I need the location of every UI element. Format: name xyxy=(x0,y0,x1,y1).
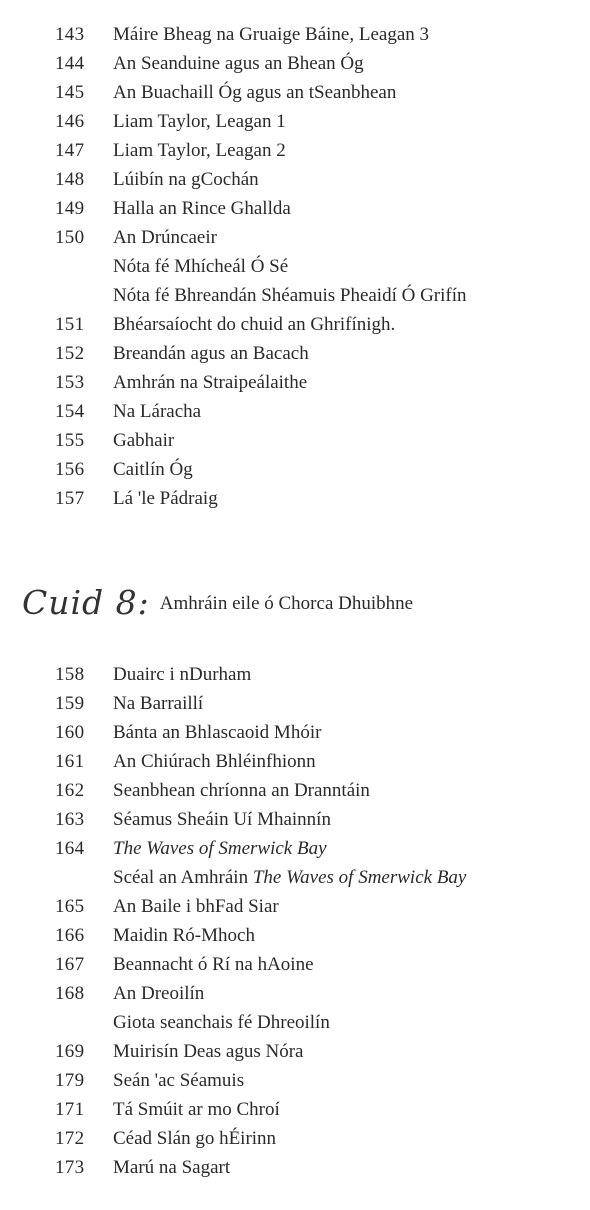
entry-title: Nóta fé Mhícheál Ó Sé xyxy=(113,256,289,277)
entry-title: Bánta an Bhlascaoid Mhóir xyxy=(113,722,322,743)
entry-title: Céad Slán go hÉirinn xyxy=(113,1128,277,1149)
entry-title: Amhrán na Straipeálaithe xyxy=(113,372,308,393)
entry-number: 145 xyxy=(55,82,85,103)
entry-number: 155 xyxy=(55,430,85,451)
section-subtitle: Amhráin eile ó Chorca Dhuibhne xyxy=(159,593,414,614)
entry-title: Lúibín na gCochán xyxy=(113,169,259,190)
entry-number: 158 xyxy=(55,664,85,685)
entry-number: 157 xyxy=(55,488,85,509)
entry-number: 164 xyxy=(55,838,85,859)
entry-number: 154 xyxy=(55,401,85,422)
entry-title: Liam Taylor, Leagan 2 xyxy=(113,140,286,161)
entry-number: 151 xyxy=(55,314,85,335)
entry-number: 143 xyxy=(55,24,85,45)
entry-title: An Seanduine agus an Bhean Óg xyxy=(113,53,364,74)
entry-title: Breandán agus an Bacach xyxy=(113,343,309,364)
entry-number: 149 xyxy=(55,198,85,219)
entry-title: Caitlín Óg xyxy=(113,459,193,480)
entry-number: 167 xyxy=(55,954,85,975)
entry-title: Marú na Sagart xyxy=(113,1157,231,1178)
entry-number: 160 xyxy=(55,722,85,743)
entry-title xyxy=(113,863,466,892)
entry-title: Maidin Ró-Mhoch xyxy=(113,925,255,946)
entry-title: Tá Smúit ar mo Chroí xyxy=(113,1099,280,1120)
entry-title: Bhéarsaíocht do chuid an Ghrifínigh. xyxy=(113,314,396,335)
entry-number: 173 xyxy=(55,1157,85,1178)
section-label: Cuid 8: xyxy=(22,583,150,622)
entry-number: 144 xyxy=(55,53,85,74)
entry-number: 156 xyxy=(55,459,85,480)
entry-number: 153 xyxy=(55,372,85,393)
entry-number: 146 xyxy=(55,111,85,132)
entry-title: An Chiúrach Bhléinfhionn xyxy=(113,751,316,772)
entry-number: 163 xyxy=(55,809,85,830)
entry-number: 159 xyxy=(55,693,85,714)
entry-number: 148 xyxy=(55,169,85,190)
entry-title: Muirisín Deas agus Nóra xyxy=(113,1041,304,1062)
entry-title-italic: The Waves of Smerwick Bay xyxy=(113,838,327,859)
entry-number: 161 xyxy=(55,751,85,772)
entry-title: An Baile i bhFad Siar xyxy=(113,896,279,917)
entry-title: An Buachaill Óg agus an tSeanbhean xyxy=(113,82,397,103)
entry-number: 169 xyxy=(55,1041,85,1062)
entry-number: 172 xyxy=(55,1128,85,1149)
entry-title: Gabhair xyxy=(113,430,175,451)
entry-number: 171 xyxy=(55,1099,85,1120)
entry-number: 165 xyxy=(55,896,85,917)
entry-title xyxy=(113,834,327,863)
entry-title: Seanbhean chríonna an Dranntáin xyxy=(113,780,370,801)
entry-title: Nóta fé Bhreandán Shéamuis Pheaidí Ó Grifín xyxy=(113,285,467,306)
entry-number: 179 xyxy=(55,1070,85,1091)
entry-number: 166 xyxy=(55,925,85,946)
section-heading xyxy=(22,583,413,633)
entry-title: Seán 'ac Séamuis xyxy=(113,1070,245,1091)
entry-title: Máire Bheag na Gruaige Báine, Leagan 3 xyxy=(113,24,430,45)
entry-title: Lá 'le Pádraig xyxy=(113,488,218,509)
entry-title: Halla an Rince Ghallda xyxy=(113,198,291,219)
entry-title: Liam Taylor, Leagan 1 xyxy=(113,111,286,132)
entry-title: An Dreoilín xyxy=(113,983,205,1004)
entry-title: Duairc i nDurham xyxy=(113,664,252,685)
entry-number: 168 xyxy=(55,983,85,1004)
entry-number: 147 xyxy=(55,140,85,161)
entry-title-text: Scéal an Amhráin xyxy=(113,867,253,888)
entry-number: 152 xyxy=(55,343,85,364)
entry-title: Beannacht ó Rí na hAoine xyxy=(113,954,314,975)
entry-number: 150 xyxy=(55,227,85,248)
entry-title: Na Láracha xyxy=(113,401,202,422)
entry-title: Na Barraillí xyxy=(113,693,204,714)
entry-title: Giota seanchais fé Dhreoilín xyxy=(113,1012,330,1033)
entry-title-italic: The Waves of Smerwick Bay xyxy=(252,867,467,888)
entry-number: 162 xyxy=(55,780,85,801)
entry-title: An Drúncaeir xyxy=(113,227,217,248)
entry-title: Séamus Sheáin Uí Mhainnín xyxy=(113,809,331,830)
